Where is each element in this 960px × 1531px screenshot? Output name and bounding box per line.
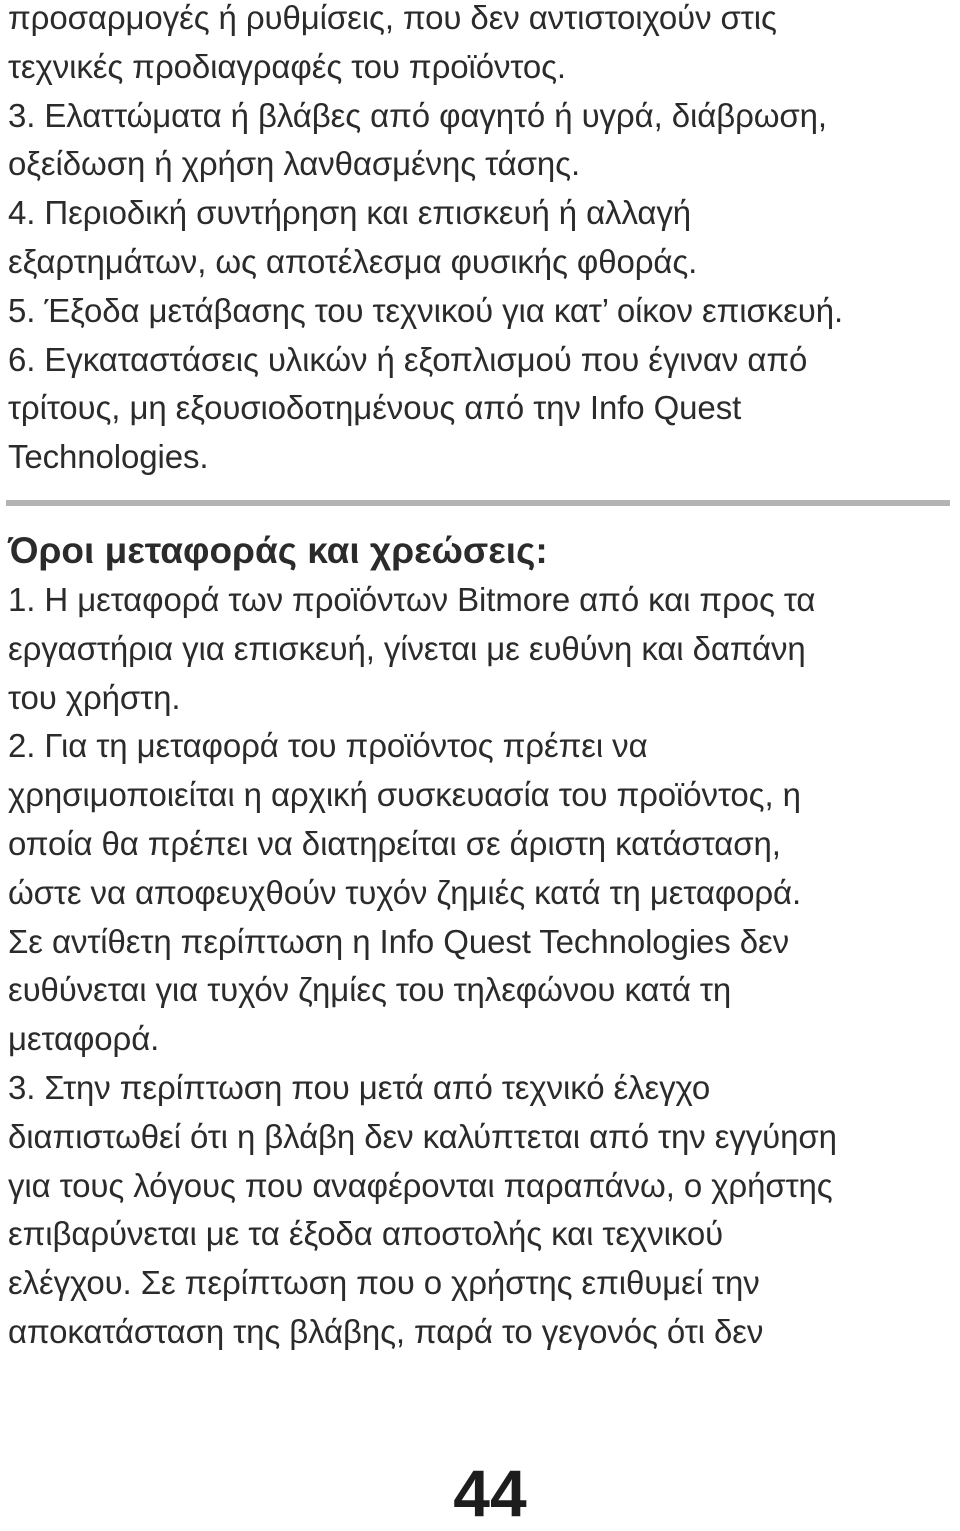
section-heading: Όροι μεταφοράς και χρεώσεις: xyxy=(8,530,548,571)
text-line: 1. Η μεταφορά των προϊόντων Bitmore από και προς τα xyxy=(8,581,816,618)
text-line: 4. Περιοδική συντήρηση και επισκευή ή αλλαγή xyxy=(8,194,691,232)
text-line: ευθύνεται για τυχόν ζημίες του τηλεφώνου κατά τη xyxy=(8,971,732,1009)
text-line: 3. Στην περίπτωση που μετά από τεχνικό έλεγχο xyxy=(8,1068,711,1106)
text-line: ελέγχου. Σε περίπτωση που ο χρήστης επιθυμεί την xyxy=(8,1264,760,1302)
text-line: αποκατάσταση της βλάβης, παρά το γεγονός ότι δεν xyxy=(8,1312,764,1350)
text-line: 5. Έξοδα μετάβασης του τεχνικού για κατ’ οίκον επισκευή. xyxy=(8,291,844,329)
text-line: 3. Ελαττώματα ή βλάβες από φαγητό ή υγρά, διάβρωση, xyxy=(8,96,827,134)
text-line: 6. Εγκαταστάσεις υλικών ή εξοπλισμού που έγιναν από xyxy=(8,340,808,378)
section-divider xyxy=(6,500,950,506)
text-line: επιβαρύνεται με τα έξοδα αποστολής και τεχνικού xyxy=(8,1215,724,1253)
text-line: οξείδωση ή χρήση λανθασμένης τάσης. xyxy=(8,145,581,183)
transport-terms-text xyxy=(8,576,953,1357)
text-line: Σε αντίθετη περίπτωση η Info Quest Technologies δεν xyxy=(8,922,790,960)
warranty-exclusions-text xyxy=(8,0,953,482)
text-line: Technologies. xyxy=(8,438,209,476)
text-line: προσαρμογές ή ρυθμίσεις, που δεν αντιστοιχούν στις xyxy=(8,0,777,36)
text-line: τεχνικές προδιαγραφές του προϊόντος. xyxy=(8,47,566,85)
page-number: 44 xyxy=(453,1456,527,1530)
text-line: εργαστήρια για επισκευή, γίνεται με ευθύνη και δαπάνη xyxy=(8,629,806,667)
text-line: ώστε να αποφευχθούν τυχόν ζημιές κατά τη μεταφορά. xyxy=(8,873,802,911)
text-line: 2. Για τη μεταφορά του προϊόντος πρέπει να xyxy=(8,727,648,765)
text-line: του χρήστη. xyxy=(8,678,181,716)
text-line: οποία θα πρέπει να διατηρείται σε άριστη κατάσταση, xyxy=(8,824,781,862)
text-line: τρίτους, μη εξουσιοδοτημένους από την Info Quest xyxy=(8,389,742,427)
text-line: διαπιστωθεί ότι η βλάβη δεν καλύπτεται από την εγγύηση xyxy=(8,1117,837,1155)
text-line: μεταφορά. xyxy=(8,1020,160,1058)
text-line: εξαρτημάτων, ως αποτέλεσμα φυσικής φθοράς. xyxy=(8,242,698,280)
text-line: για τους λόγους που αναφέρονται παραπάνω, ο χρήστης xyxy=(8,1166,833,1204)
text-line: χρησιμοποιείται η αρχική συσκευασία του προϊόντος, η xyxy=(8,776,801,814)
